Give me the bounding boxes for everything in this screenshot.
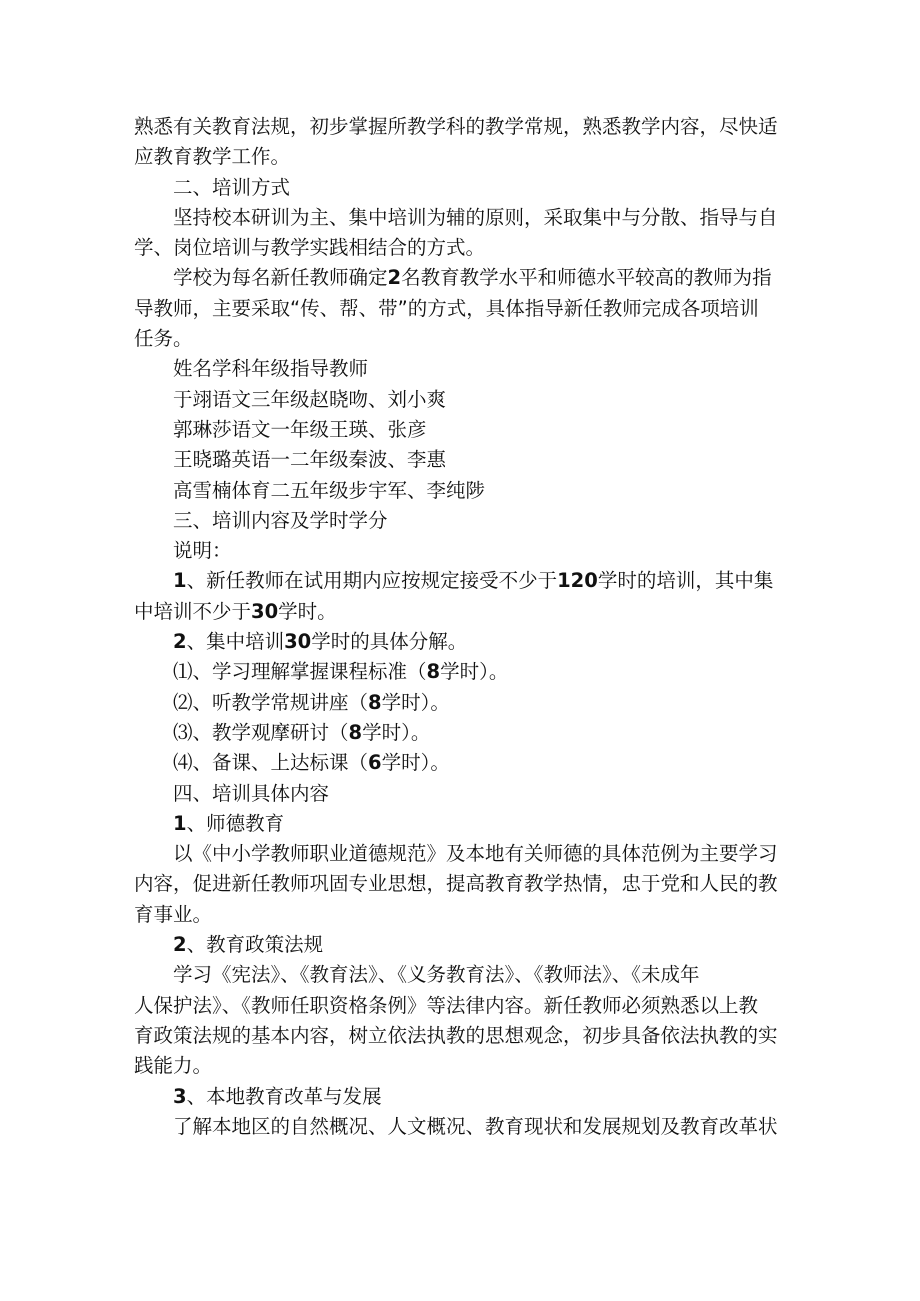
paragraph-line: 任务。	[134, 327, 193, 351]
mentor-row: 于翊语文三年级赵晓吻、刘小爽	[173, 387, 447, 411]
list-item: ⑷、备课、上达标课（6学时）。	[173, 751, 450, 775]
mentor-row: 王晓璐英语一二年级秦波、李惠	[173, 448, 447, 472]
paragraph-line: 学校为每名新任教师确定2名教育教学水平和师德水平较高的教师为指	[173, 266, 772, 290]
paragraph-line: 育事业。	[134, 902, 213, 926]
paragraph-line: 以《中小学教师职业道德规范》及本地有关师德的具体范例为主要学习	[173, 842, 778, 866]
mentor-row: 郭琳莎语文一年级王瑛、张彦	[173, 417, 427, 441]
section-heading-training-method: 二、培训方式	[173, 175, 291, 199]
paragraph-line: 应教育教学工作。	[134, 145, 291, 169]
section-heading-training-details: 四、培训具体内容	[173, 781, 330, 805]
paragraph-line: 践能力。	[134, 1054, 213, 1078]
paragraph-line: 学、岗位培训与教学实践相结合的方式。	[134, 236, 486, 260]
mentor-table-header: 姓名学科年级指导教师	[173, 357, 369, 381]
paragraph-line: 中培训不少于30学时。	[134, 599, 337, 623]
paragraph-line: 导教师，主要采取“传、帮、带”的方式，具体指导新任教师完成各项培训	[134, 296, 759, 320]
paragraph-line: 熟悉有关教育法规，初步掌握所教学科的教学常规，熟悉教学内容，尽快适	[134, 115, 778, 138]
paragraph-line: 坚持校本研训为主、集中培训为辅的原则，采取集中与分散、指导与自	[173, 205, 778, 229]
paragraph-line: 了解本地区的自然概况、人文概况、教育现状和发展规划及教育改革状	[173, 1114, 778, 1138]
subheading-policy: 2、教育政策法规	[173, 933, 324, 957]
list-item: ⑴、学习理解掌握课程标准（8学时）。	[173, 660, 509, 684]
paragraph-line: 1、新任教师在试用期内应按规定接受不少于120学时的培训，其中集	[173, 569, 774, 593]
mentor-row: 高雪楠体育二五年级步宇军、李纯陟	[173, 478, 486, 502]
list-item: ⑶、教学观摩研讨（8学时）。	[173, 720, 431, 744]
subheading-local-reform: 3、本地教育改革与发展	[173, 1084, 382, 1108]
paragraph-line: 内容，促进新任教师巩固专业思想，提高教育教学热情，忠于党和人民的教	[134, 872, 778, 896]
paragraph-line: 2、集中培训30学时的具体分解。	[173, 630, 468, 654]
subheading-ethics: 1、师德教育	[173, 811, 285, 835]
paragraph-line: 学习《宪法》、《教育法》、《义务教育法》、《教师法》、《未成年	[173, 963, 700, 987]
document-page	[134, 112, 794, 1142]
list-item: ⑵、听教学常规讲座（8学时）。	[173, 690, 450, 714]
paragraph-line: 人保护法》、《教师任职资格条例》等法律内容。新任教师必须熟悉以上教	[134, 993, 759, 1017]
section-heading-training-content: 三、培训内容及学时学分	[173, 508, 388, 532]
note-label: 说明：	[173, 539, 232, 563]
paragraph-line: 育政策法规的基本内容，树立依法执教的思想观念，初步具备依法执教的实	[134, 1023, 778, 1047]
